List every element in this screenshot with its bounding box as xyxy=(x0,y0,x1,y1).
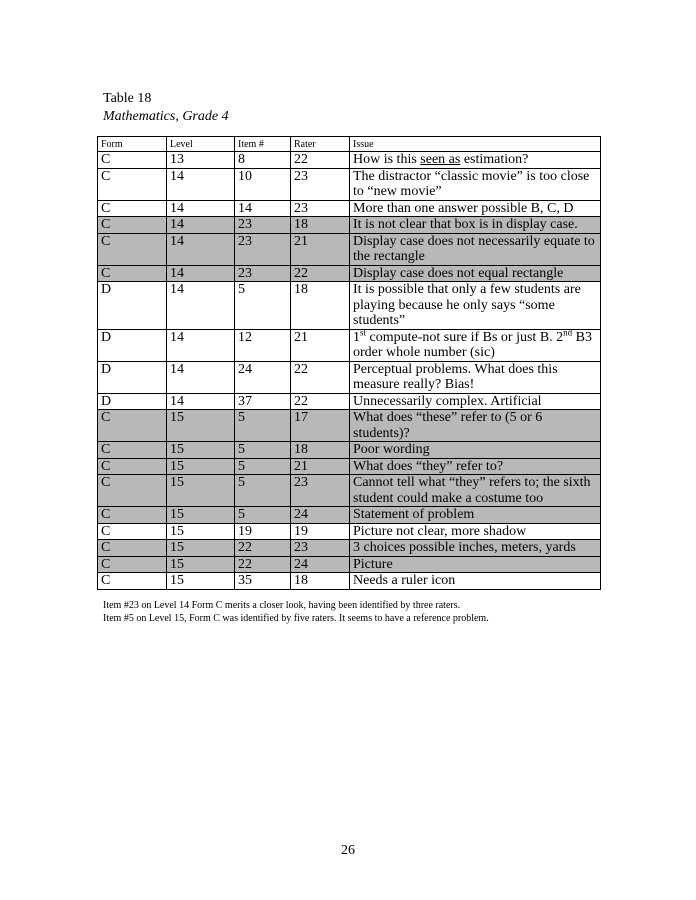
cell-rater: 21 xyxy=(291,233,350,265)
cell-rater: 23 xyxy=(291,540,350,557)
cell-issue: What does “they” refer to? xyxy=(350,458,601,475)
cell-issue: Unnecessarily complex. Artificial xyxy=(350,393,601,410)
cell-level: 15 xyxy=(167,540,235,557)
cell-item: 19 xyxy=(235,523,291,540)
cell-issue: It is possible that only a few students are playing because he only says “some students” xyxy=(350,282,601,330)
cell-form: D xyxy=(98,282,167,330)
cell-rater: 24 xyxy=(291,507,350,524)
cell-item: 14 xyxy=(235,200,291,217)
cell-issue: What does “these” refer to (5 or 6 students)? xyxy=(350,410,601,442)
issue-text: estimation? xyxy=(460,152,529,167)
cell-issue: Picture not clear, more shadow xyxy=(350,523,601,540)
cell-issue: Picture xyxy=(350,556,601,573)
column-header-form: Form xyxy=(98,137,167,152)
cell-rater: 22 xyxy=(291,393,350,410)
cell-item: 24 xyxy=(235,361,291,393)
table-row xyxy=(98,475,601,507)
cell-rater: 18 xyxy=(291,282,350,330)
table-row xyxy=(98,523,601,540)
cell-rater: 18 xyxy=(291,573,350,590)
cell-level: 14 xyxy=(167,282,235,330)
cell-rater: 22 xyxy=(291,265,350,282)
cell-level: 15 xyxy=(167,523,235,540)
cell-rater: 21 xyxy=(291,458,350,475)
cell-level: 14 xyxy=(167,329,235,361)
cell-rater: 22 xyxy=(291,361,350,393)
cell-item: 5 xyxy=(235,282,291,330)
cell-rater: 22 xyxy=(291,152,350,169)
cell-form: C xyxy=(98,573,167,590)
cell-issue: Display case does not equal rectangle xyxy=(350,265,601,282)
cell-form: D xyxy=(98,329,167,361)
table-row xyxy=(98,458,601,475)
cell-issue: It is not clear that box is in display case. xyxy=(350,217,601,234)
cell-level: 15 xyxy=(167,507,235,524)
table-row xyxy=(98,573,601,590)
issue-text: B3 order whole number (sic) xyxy=(353,329,593,360)
cell-form: C xyxy=(98,410,167,442)
cell-issue xyxy=(350,152,601,169)
cell-item: 12 xyxy=(235,329,291,361)
cell-form: C xyxy=(98,152,167,169)
footnote-1: Item #23 on Level 14 Form C merits a closer look, having been identified by three raters. xyxy=(103,600,461,611)
cell-form: C xyxy=(98,540,167,557)
cell-item: 5 xyxy=(235,507,291,524)
cell-form: D xyxy=(98,393,167,410)
cell-level: 15 xyxy=(167,458,235,475)
cell-form: C xyxy=(98,458,167,475)
table-row xyxy=(98,168,601,200)
cell-issue: 3 choices possible inches, meters, yards xyxy=(350,540,601,557)
cell-item: 35 xyxy=(235,573,291,590)
cell-form: C xyxy=(98,442,167,459)
cell-issue: Needs a ruler icon xyxy=(350,573,601,590)
superscript: nd xyxy=(563,326,573,337)
cell-form: C xyxy=(98,556,167,573)
table-header-row xyxy=(98,137,601,152)
cell-level: 14 xyxy=(167,217,235,234)
page-number: 26 xyxy=(341,843,355,858)
cell-level: 14 xyxy=(167,265,235,282)
cell-rater: 23 xyxy=(291,475,350,507)
cell-rater: 17 xyxy=(291,410,350,442)
issues-table xyxy=(97,136,601,590)
cell-item: 5 xyxy=(235,458,291,475)
cell-form: C xyxy=(98,200,167,217)
cell-item: 23 xyxy=(235,265,291,282)
column-header-level: Level xyxy=(167,137,235,152)
cell-issue: Perceptual problems. What does this measure really? Bias! xyxy=(350,361,601,393)
cell-item: 5 xyxy=(235,442,291,459)
cell-rater: 23 xyxy=(291,168,350,200)
cell-form: C xyxy=(98,217,167,234)
superscript: st xyxy=(360,326,367,337)
table-row xyxy=(98,507,601,524)
cell-item: 10 xyxy=(235,168,291,200)
table-subtitle: Mathematics, Grade 4 xyxy=(103,109,229,124)
cell-form: C xyxy=(98,168,167,200)
cell-issue: Poor wording xyxy=(350,442,601,459)
table-title: Table 18 xyxy=(103,91,152,106)
cell-issue: Statement of problem xyxy=(350,507,601,524)
cell-issue: More than one answer possible B, C, D xyxy=(350,200,601,217)
table-row xyxy=(98,233,601,265)
cell-level: 14 xyxy=(167,168,235,200)
cell-item: 5 xyxy=(235,410,291,442)
issue-text: compute-not sure if Bs or just B. 2 xyxy=(366,329,564,345)
issue-text: How is this xyxy=(353,152,421,167)
cell-item: 5 xyxy=(235,475,291,507)
issue-text: 1 xyxy=(353,329,360,345)
cell-level: 15 xyxy=(167,410,235,442)
table-row xyxy=(98,329,601,361)
cell-level: 14 xyxy=(167,393,235,410)
table-row xyxy=(98,540,601,557)
cell-issue: Display case does not necessarily equate to the rectangle xyxy=(350,233,601,265)
table-row xyxy=(98,200,601,217)
cell-item: 23 xyxy=(235,217,291,234)
cell-level: 13 xyxy=(167,152,235,169)
table-row xyxy=(98,442,601,459)
table-row xyxy=(98,410,601,442)
cell-level: 15 xyxy=(167,556,235,573)
cell-level: 15 xyxy=(167,573,235,590)
cell-item: 37 xyxy=(235,393,291,410)
cell-form: C xyxy=(98,475,167,507)
cell-item: 22 xyxy=(235,540,291,557)
table-row xyxy=(98,265,601,282)
cell-rater: 23 xyxy=(291,200,350,217)
cell-level: 15 xyxy=(167,475,235,507)
cell-item: 8 xyxy=(235,152,291,169)
table-row xyxy=(98,393,601,410)
cell-level: 14 xyxy=(167,233,235,265)
cell-level: 14 xyxy=(167,361,235,393)
cell-issue: Cannot tell what “they” refers to; the sixth student could make a costume too xyxy=(350,475,601,507)
table-row xyxy=(98,556,601,573)
cell-form: C xyxy=(98,507,167,524)
table-row xyxy=(98,217,601,234)
column-header-item: Item # xyxy=(235,137,291,152)
cell-rater: 24 xyxy=(291,556,350,573)
table-row xyxy=(98,152,601,169)
table-row xyxy=(98,282,601,330)
cell-rater: 18 xyxy=(291,217,350,234)
cell-form: C xyxy=(98,265,167,282)
column-header-issue: Issue xyxy=(350,137,601,152)
cell-level: 14 xyxy=(167,200,235,217)
cell-issue xyxy=(350,326,601,361)
column-header-rater: Rater xyxy=(291,137,350,152)
cell-rater: 21 xyxy=(291,329,350,361)
cell-form: C xyxy=(98,233,167,265)
cell-item: 23 xyxy=(235,233,291,265)
cell-issue: The distractor “classic movie” is too close to “new movie” xyxy=(350,168,601,200)
issue-underlined-text: seen as xyxy=(420,152,461,167)
table-row xyxy=(98,361,601,393)
cell-item: 22 xyxy=(235,556,291,573)
cell-form: D xyxy=(98,361,167,393)
cell-rater: 19 xyxy=(291,523,350,540)
table-body xyxy=(98,152,601,590)
cell-rater: 18 xyxy=(291,442,350,459)
cell-level: 15 xyxy=(167,442,235,459)
footnote-2: Item #5 on Level 15, Form C was identified by five raters. It seems to have a reference problem. xyxy=(103,613,489,624)
cell-form: C xyxy=(98,523,167,540)
